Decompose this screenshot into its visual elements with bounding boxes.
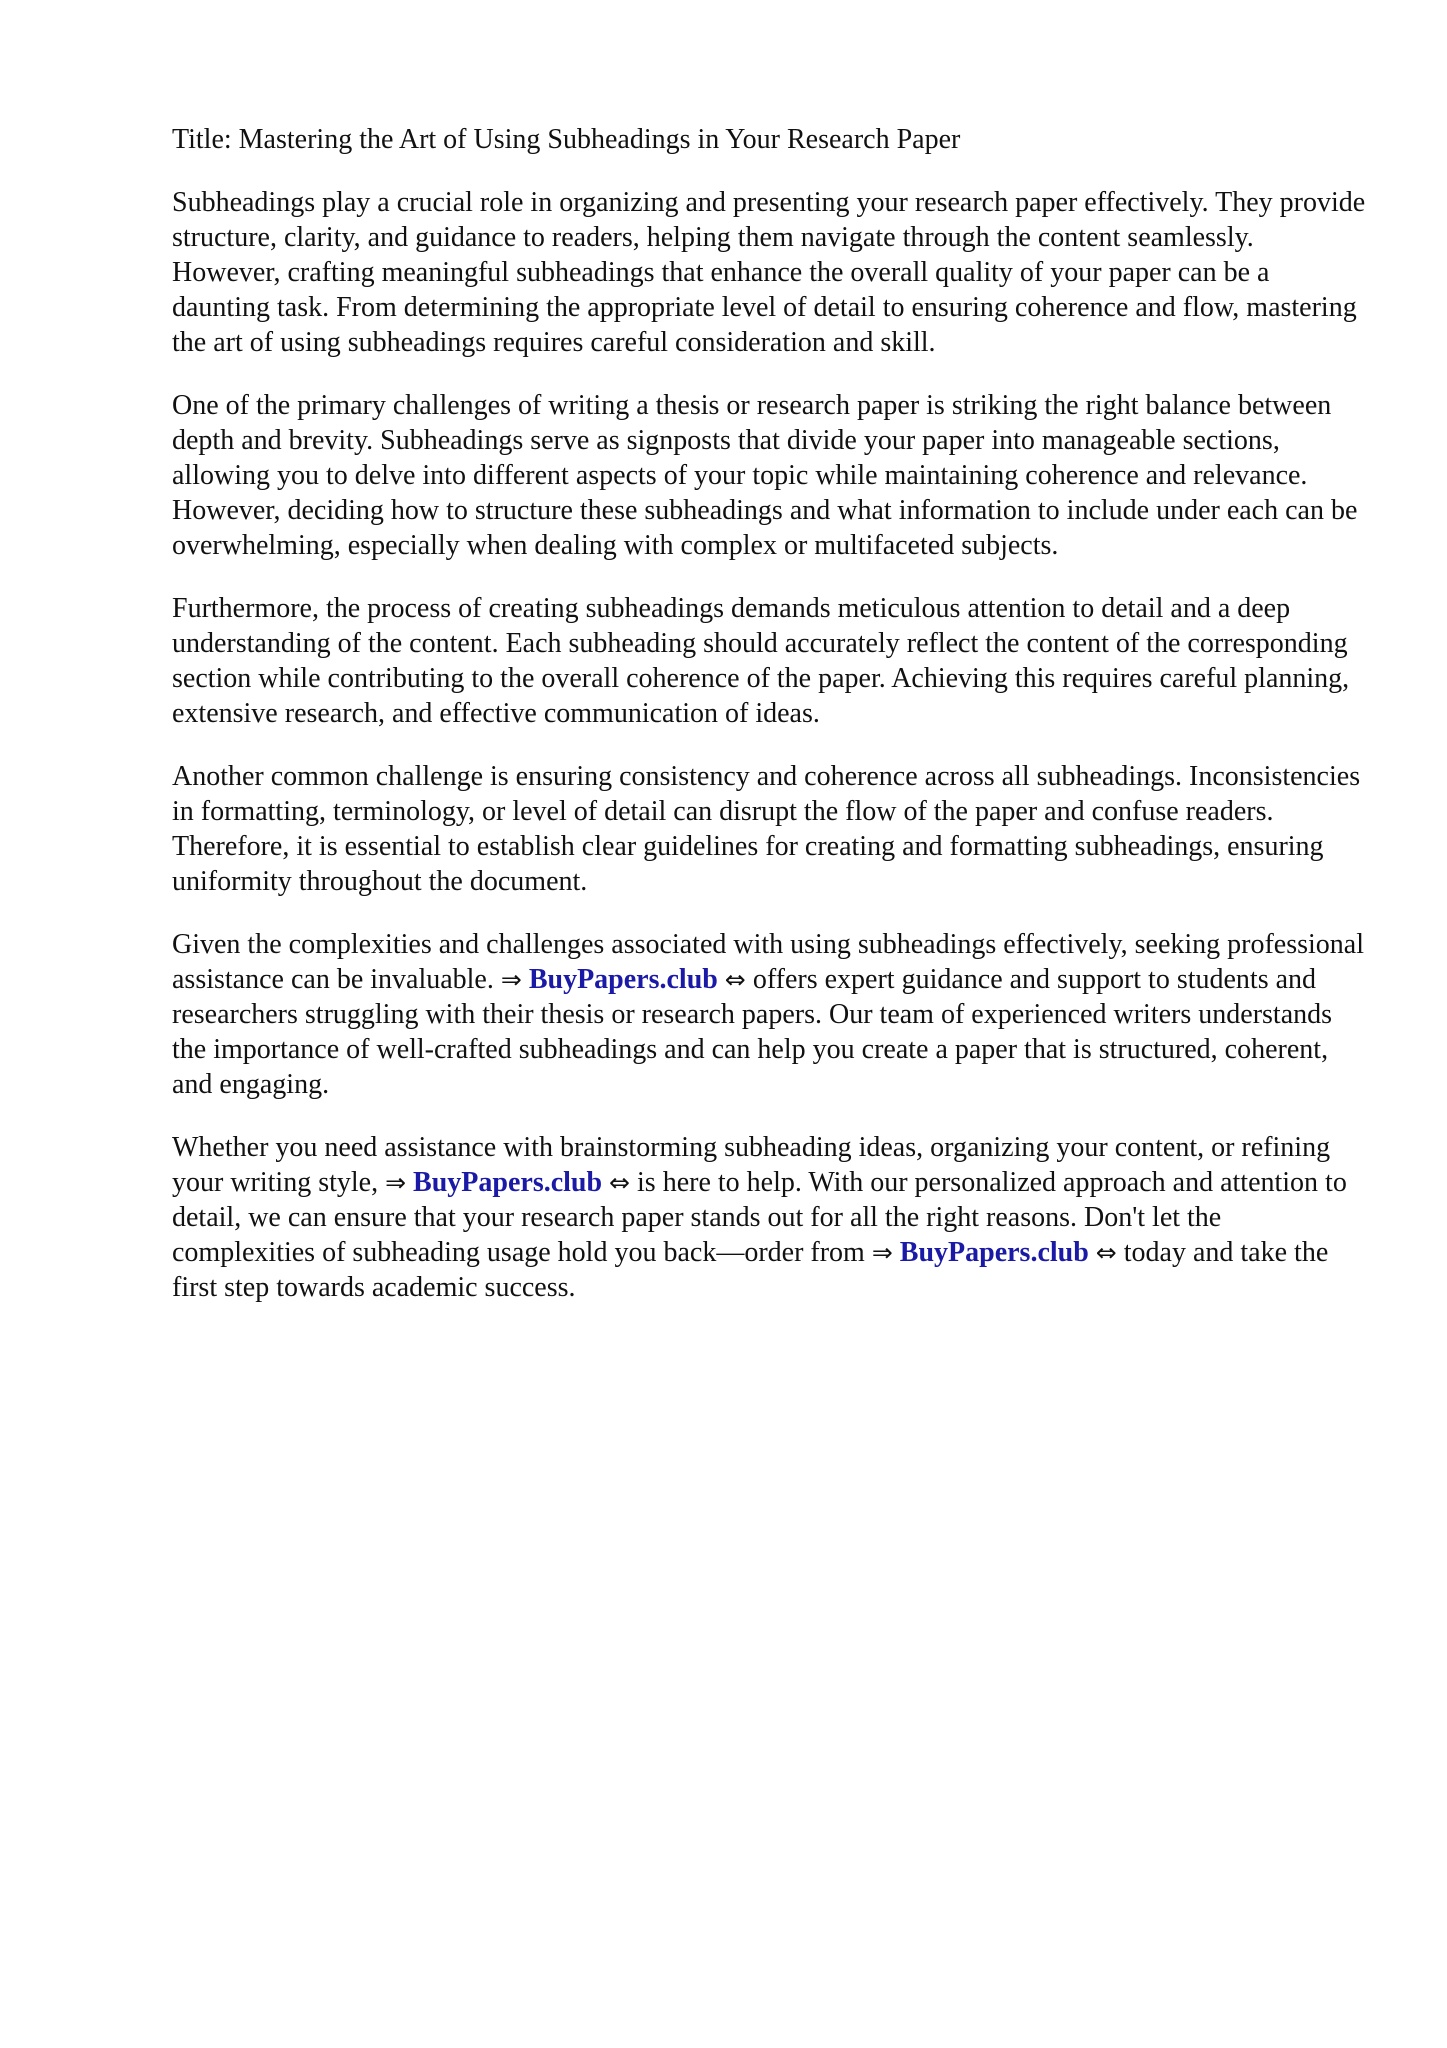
double-arrow-icon: ⇔	[609, 1168, 631, 1197]
paragraph-6	[172, 1130, 1367, 1305]
paragraph-5	[172, 927, 1367, 1102]
double-arrow-icon: ⇔	[1095, 1238, 1117, 1267]
document-title: Title: Mastering the Art of Using Subheadings in Your Research Paper	[172, 124, 961, 155]
buypapers-link[interactable]: BuyPapers.club	[413, 1167, 603, 1198]
paragraph-2: One of the primary challenges of writing a thesis or research paper is striking the right balance between depth and brevity. Subheadings serve as signposts that divide your paper into manageable sections, allowing you to delve into different aspects of your topic while maintaining coherence and relevance. However, deciding how to structure these subheadings and what information to include under each can be overwhelming, especially when dealing with complex or multifaceted subjects.	[172, 390, 1358, 561]
right-arrow-icon: ⇒	[385, 1168, 407, 1197]
right-arrow-icon: ⇒	[500, 965, 522, 994]
paragraph-3: Furthermore, the process of creating subheadings demands meticulous attention to detail and a deep understanding of the content. Each subheading should accurately reflect the content of the corresponding section while contributing to the overall coherence of the paper. Achieving this requires careful planning, extensive research, and effective communication of ideas.	[172, 593, 1350, 729]
buypapers-link[interactable]: BuyPapers.club	[528, 964, 718, 995]
paragraph-1: Subheadings play a crucial role in organizing and presenting your research paper effectively. They provide structure, clarity, and guidance to readers, helping them navigate through the content seamlessly. However, crafting meaningful subheadings that enhance the overall quality of your paper can be a daunting task. From determining the appropriate level of detail to ensuring coherence and flow, mastering the art of using subheadings requires careful consideration and skill.	[172, 187, 1366, 358]
paragraph-6-text-part2: is here to help. With our personalized approach and attention to detail, we can ensure that your research paper stands out for all the right reasons. Don't let the complexities of subheading usage hold you back—order from	[172, 1167, 1347, 1268]
paragraph-4: Another common challenge is ensuring consistency and coherence across all subheadings. Inconsistencies in formatting, terminology, or level of detail can disrupt the flow of the paper and confuse readers. Therefore, it is essential to establish clear guidelines for creating and formatting subheadings, ensuring uniformity throughout the document.	[172, 761, 1361, 897]
paragraph-5-text-after: offers expert guidance and support to students and researchers struggling with their thesis or research papers. Our team of experienced writers understands the importance of well-crafted subheadings and can help you create a paper that is structured, coherent, and engaging.	[172, 964, 1333, 1100]
paragraph-5-text-before: Given the complexities and challenges associated with using subheadings effectively, seeking professional assistance can be invaluable.	[172, 929, 1365, 995]
right-arrow-icon: ⇒	[871, 1238, 893, 1267]
buypapers-link[interactable]: BuyPapers.club	[899, 1237, 1089, 1268]
double-arrow-icon: ⇔	[724, 965, 746, 994]
paragraph-6-text-part3: today and take the first step towards academic success.	[172, 1237, 1329, 1303]
document-body	[172, 122, 1367, 1333]
paragraph-6-text-part1: Whether you need assistance with brainstorming subheading ideas, organizing your content, or refining your writing style,	[172, 1132, 1331, 1198]
